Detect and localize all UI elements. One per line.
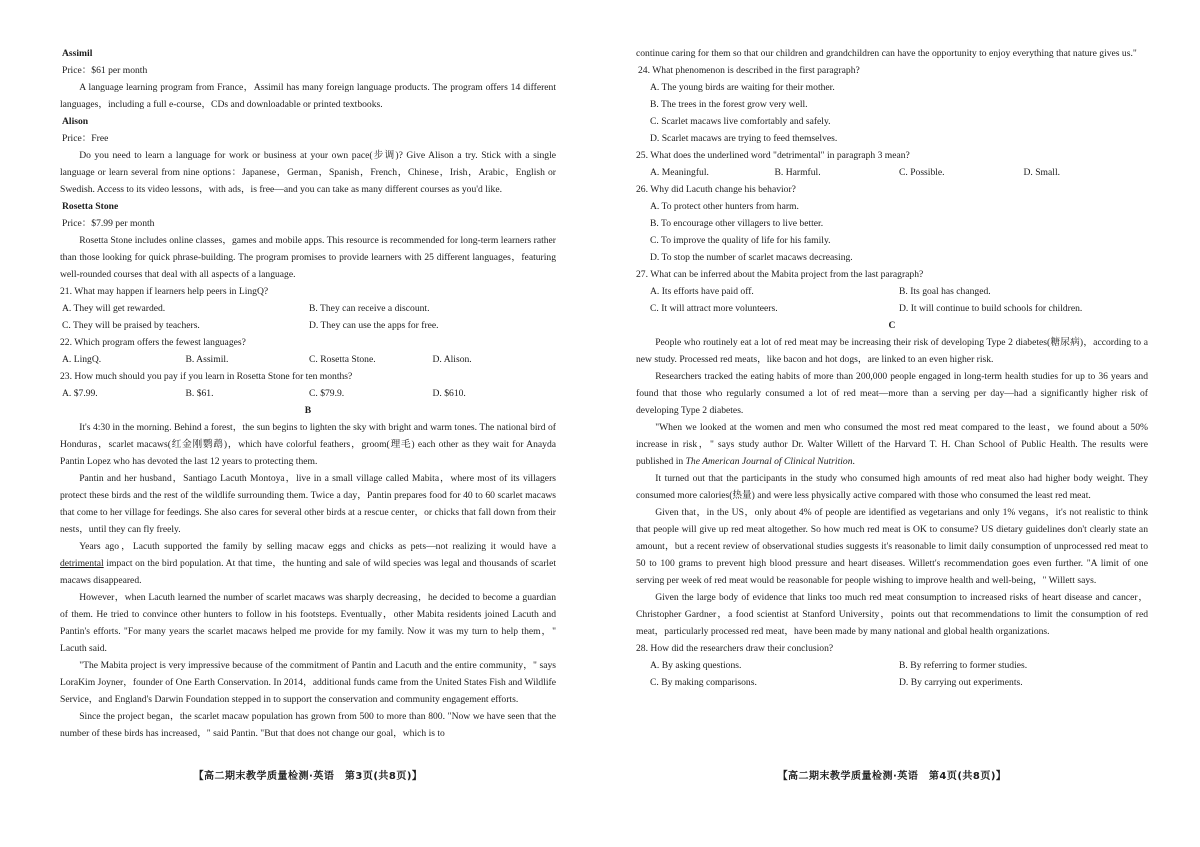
right-page bbox=[636, 0, 1148, 847]
option: D. By carrying out experiments. bbox=[899, 677, 1023, 688]
option: D. Alison. bbox=[432, 354, 472, 365]
option: B. Assimil. bbox=[185, 354, 229, 365]
option: C. Possible. bbox=[899, 167, 945, 178]
option: D. They can use the apps for free. bbox=[309, 320, 439, 331]
rosetta-description: Rosetta Stone includes online classes，games and mobile apps. This resource is recommended for long-term learners rather than those looking for quick phrase-building. The program promises to provide learners with 25 different languages，featuring well-rounded courses that deal with all aspects of a language. bbox=[60, 235, 556, 280]
option: A. They will get rewarded. bbox=[62, 303, 166, 314]
passage-b-paragraph: It's 4:30 in the morning. Behind a forest，the sun begins to lighten the sky with bright and warm tones. The national bird of Honduras，scarlet macaws(红金刚鹦鹉)，which have colorful feathers，groom(理毛) each other as they wait for Anayda Pantin Lopez who has devoted the last 12 years to protecting them. bbox=[60, 422, 556, 467]
rosetta-price: Price：$7.99 per month bbox=[62, 218, 155, 229]
passage-b-paragraph: Since the project began，the scarlet macaw population has grown from 500 to more than 800. "Now we have seen that the number of these birds has increased，" said Pantin. "But that does not change our goal，which is to bbox=[60, 711, 556, 739]
option: C. To improve the quality of life for his family. bbox=[650, 235, 831, 246]
text: impact on the bird population. At that time，the hunting and sale of wild species was legal and thousands of scarlet macaws disappeared. bbox=[60, 558, 556, 586]
passage-b-paragraph: However，when Lacuth learned the number of scarlet macaws was sharply decreasing，he decided to become a guardian of them. He tried to convince other hunters to follow in his footsteps. Eventually，other Mabita residents joined Lacuth and Pantin's efforts. "For many years the scarlet macaws helped me provide for my family. Now it was my turn to help them，" Lacuth said. bbox=[60, 592, 556, 654]
question-22-options bbox=[60, 351, 556, 368]
option: C. They will be praised by teachers. bbox=[62, 320, 200, 331]
option: D. It will continue to build schools for children. bbox=[899, 303, 1083, 314]
question-25: 25. What does the underlined word "detrimental" in paragraph 3 mean? bbox=[636, 150, 910, 161]
question-21-options bbox=[60, 300, 556, 317]
option: B. By referring to former studies. bbox=[899, 660, 1028, 671]
question-21-options-2 bbox=[60, 317, 556, 334]
option: D. Scarlet macaws are trying to feed themselves. bbox=[650, 133, 838, 144]
rosetta-title: Rosetta Stone bbox=[62, 201, 119, 212]
passage-c-paragraph: It turned out that the participants in the study who consumed high amounts of red meat also had higher body weight. They consumed more calories(热量) and were less physically active compared with those who consumed the least red meat. bbox=[636, 473, 1148, 501]
text: Years ago，Lacuth supported the family by selling macaw eggs and chicks as pets—not realizing it would have a bbox=[79, 541, 556, 552]
passage-c-paragraph: Researchers tracked the eating habits of more than 200,000 people engaged in long-term health studies for up to 36 years and found that those who regularly consumed a lot of red meat—more than a serving per day—had a significantly higher risk of developing Type 2 diabetes. bbox=[636, 371, 1148, 416]
option: D. Small. bbox=[1023, 167, 1061, 178]
option: A. To protect other hunters from harm. bbox=[650, 201, 799, 212]
option: B. The trees in the forest grow very well. bbox=[650, 99, 808, 110]
question-24: 24. What phenomenon is described in the first paragraph? bbox=[638, 65, 860, 76]
journal-title: The American Journal of Clinical Nutrition bbox=[685, 456, 853, 467]
assimil-price: Price：$61 per month bbox=[62, 65, 148, 76]
passage-c-paragraph: People who routinely eat a lot of red meat may be increasing their risk of developing Type 2 diabetes(糖尿病)，according to a new study. Processed red meats，like bacon and hot dogs，are linked to an even higher risk. bbox=[636, 337, 1148, 365]
option: A. Its efforts have paid off. bbox=[650, 286, 754, 297]
question-27-options-2 bbox=[636, 300, 1148, 317]
passage-b-continuation: continue caring for them so that our children and grandchildren can have the opportunity to enjoy everything that nature gives us." bbox=[636, 48, 1137, 59]
assimil-title: Assimil bbox=[62, 48, 93, 59]
option: A. The young birds are waiting for their mother. bbox=[650, 82, 835, 93]
text: "When we looked at the women and men who consumed the most red meat compared to the least，we found about a 50% increase in risk，" says study author Dr. Walter Willett of the Harvard T. H. Chan School of Public Health. The results were published in bbox=[636, 422, 1148, 467]
option: A. LingQ. bbox=[62, 354, 102, 365]
alison-title: Alison bbox=[62, 116, 89, 127]
passage-c-paragraph: Given the large body of evidence that links too much red meat consumption to increased risks of heart disease and cancer，Christopher Gardner，a food scientist at Stanford University，points out that recommendations to limit the consumption of red meat，particularly processed red meat，have been made by many national and global health organizations. bbox=[636, 592, 1148, 637]
option: C. Rosetta Stone. bbox=[309, 354, 376, 365]
section-c-heading: C bbox=[888, 320, 896, 331]
option: C. It will attract more volunteers. bbox=[650, 303, 778, 314]
question-26: 26. Why did Lacuth change his behavior? bbox=[636, 184, 796, 195]
question-21: 21. What may happen if learners help peers in LingQ? bbox=[60, 286, 269, 297]
option: A. By asking questions. bbox=[650, 660, 742, 671]
option: C. Scarlet macaws live comfortably and safely. bbox=[650, 116, 831, 127]
option: A. Meaningful. bbox=[650, 167, 709, 178]
section-b-heading: B bbox=[304, 405, 312, 416]
question-23-options bbox=[60, 385, 556, 402]
text: . bbox=[852, 456, 855, 467]
question-27: 27. What can be inferred about the Mabita project from the last paragraph? bbox=[636, 269, 924, 280]
question-22: 22. Which program offers the fewest languages? bbox=[60, 337, 246, 348]
passage-c-paragraph: Given that，in the US，only about 4% of people are identified as vegetarians and only 1% vegans，it's not realistic to think that people will give up red meat altogether. So how much red meat is OK to consume? US dietary guidelines don't clearly state an amount，but a recent review of observational studies suggests it's reasonable to limit daily consumption of unprocessed red meat to 50 to 100 grams to prevent high blood pressure and heart diseases. Willett's recommendation goes even further. "A limit of one serving per week of red meat would be reasonable for people wishing to improve health and well-being，" Willett says. bbox=[636, 507, 1148, 586]
option: C. By making comparisons. bbox=[650, 677, 757, 688]
left-page bbox=[60, 0, 556, 847]
option: A. $7.99. bbox=[62, 388, 98, 399]
option: D. $610. bbox=[432, 388, 466, 399]
option: B. $61. bbox=[185, 388, 214, 399]
question-28-options bbox=[636, 657, 1148, 674]
option: D. To stop the number of scarlet macaws decreasing. bbox=[650, 252, 853, 263]
alison-price: Price：Free bbox=[62, 133, 109, 144]
option: C. $79.9. bbox=[309, 388, 345, 399]
passage-b-paragraph bbox=[60, 538, 556, 589]
question-23: 23. How much should you pay if you learn in Rosetta Stone for ten months? bbox=[60, 371, 353, 382]
passage-b-paragraph: Pantin and her husband，Santiago Lacuth Montoya，live in a small village called Mabita，where most of its villagers protect these birds and the rest of the wildlife surrounding them. Twice a day，Pantin prepares food for 40 to 60 scarlet macaws that come to her village for feedings. She also cares for several other birds at a rescue center，or chicks that fall down from their nests，until they can fly freely. bbox=[60, 473, 556, 535]
underlined-word: detrimental bbox=[60, 558, 104, 569]
option: B. Harmful. bbox=[774, 167, 821, 178]
alison-description: Do you need to learn a language for work or business at your own pace(步调)? Give Alison a try. Stick with a single language or learn several from nine options：Japanese，German，Spanish，French，Chinese，Irish，Arabic，English or Swedish. Access to its video lessons，with ads，is free—and you can take as many different courses as you'd like. bbox=[60, 150, 556, 195]
question-27-options bbox=[636, 283, 1148, 300]
passage-b-paragraph: "The Mabita project is very impressive because of the commitment of Pantin and Lacuth and the entire community，" says LoraKim Joyner，founder of One Earth Conservation. In 2014，additional funds came from the United States Fish and Wildlife Service，and England's Darwin Foundation stepped in to support the conservation and community engagement efforts. bbox=[60, 660, 556, 705]
question-28: 28. How did the researchers draw their conclusion? bbox=[636, 643, 834, 654]
passage-c-paragraph bbox=[636, 419, 1148, 470]
option: B. Its goal has changed. bbox=[899, 286, 991, 297]
question-28-options-2 bbox=[636, 674, 1148, 691]
page-footer: 【高二期末教学质量检测·英语 第4页(共8页)】 bbox=[777, 771, 1007, 782]
question-25-options bbox=[636, 164, 1148, 181]
option: B. To encourage other villagers to live better. bbox=[650, 218, 824, 229]
assimil-description: A language learning program from France，Assimil has many foreign language products. The program offers 14 different languages，including a full e-course，CDs and downloadable or printed textbooks. bbox=[60, 82, 556, 110]
option: B. They can receive a discount. bbox=[309, 303, 430, 314]
page-footer: 【高二期末教学质量检测·英语 第3页(共8页)】 bbox=[193, 771, 423, 782]
